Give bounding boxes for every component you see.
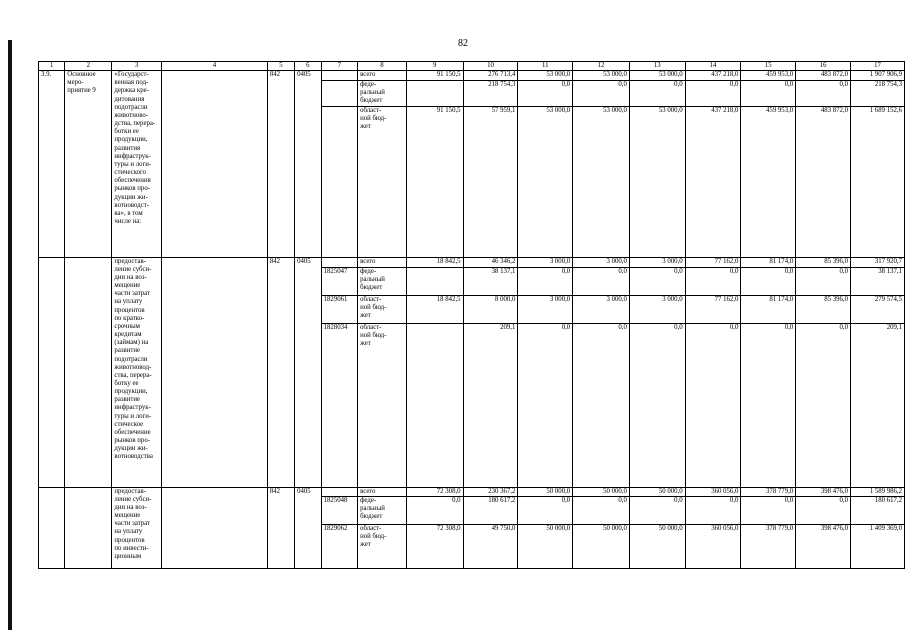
- cell-value: 3 000,0: [629, 257, 685, 267]
- cell-value: 360 056,0: [685, 524, 741, 568]
- cell-source: феде- ральный бюджет: [358, 496, 407, 524]
- cell-value: 18 842,5: [406, 295, 463, 323]
- cell-c3: предостав- ление субси- дии на воз- мещение части затрат на уплату процентов по инвести- ционным: [112, 487, 162, 568]
- cell-value: 91 150,5: [406, 71, 463, 81]
- column-number-4: 4: [162, 62, 268, 71]
- cell-c1: 3.9.: [39, 71, 65, 257]
- cell-value: 180 617,2: [463, 496, 518, 524]
- cell-c2: Основное меро- приятие 9: [65, 71, 112, 257]
- column-number-3: 3: [112, 62, 162, 71]
- cell-value: 0,0: [796, 81, 851, 106]
- cell-code: 1825048: [321, 496, 358, 524]
- cell-value: 0,0: [518, 496, 573, 524]
- cell-c6: 0405: [295, 487, 322, 568]
- cell-value: 50 000,0: [518, 487, 573, 496]
- column-number-11: 11: [518, 62, 573, 71]
- cell-value: 50 000,0: [573, 524, 630, 568]
- cell-value: 483 872,0: [796, 71, 851, 81]
- cell-value: 0,0: [629, 496, 685, 524]
- cell-value: 53 000,0: [573, 106, 630, 257]
- column-number-5: 5: [267, 62, 294, 71]
- cell-value: 378 779,0: [741, 487, 796, 496]
- cell-value: 0,0: [629, 323, 685, 487]
- cell-value: 0,0: [573, 496, 630, 524]
- cell-code: 1828034: [321, 323, 358, 487]
- cell-source: феде- ральный бюджет: [358, 267, 407, 295]
- table-row: [39, 257, 905, 267]
- cell-code: 1829062: [321, 524, 358, 568]
- cell-value: 53 000,0: [518, 71, 573, 81]
- cell-value: 1 689 152,6: [851, 106, 905, 257]
- table-row: [39, 487, 905, 496]
- column-number-9: 9: [406, 62, 463, 71]
- cell-c5: 842: [267, 257, 294, 487]
- cell-code: 1825047: [321, 267, 358, 295]
- cell-value: 378 779,0: [741, 524, 796, 568]
- cell-code: 1829061: [321, 295, 358, 323]
- cell-value: 1 589 986,2: [851, 487, 905, 496]
- cell-value: 230 367,2: [463, 487, 518, 496]
- cell-c1: [39, 487, 65, 568]
- cell-value: 218 754,3: [851, 81, 905, 106]
- cell-value: 1 907 906,9: [851, 71, 905, 81]
- cell-value: 209,1: [463, 323, 518, 487]
- cell-value: 38 137,1: [463, 267, 518, 295]
- cell-value: 0,0: [796, 496, 851, 524]
- column-number-15: 15: [741, 62, 796, 71]
- cell-source: област- ной бюд- жет: [358, 524, 407, 568]
- cell-value: 279 574,5: [851, 295, 905, 323]
- cell-value: 81 174,0: [741, 257, 796, 267]
- cell-c2: [65, 487, 112, 568]
- cell-code: [321, 257, 358, 267]
- cell-value: 0,0: [573, 81, 630, 106]
- column-number-10: 10: [463, 62, 518, 71]
- column-number-8: 8: [358, 62, 407, 71]
- cell-c3: «Государст- венная под- держка кре- дитования подотрасли животново- дства, перера- ботки ее продукции, развития инфраструк- туры и логи- стического обеспечения рынков про- дукции жи- вотноводст- ва», в том числе на:: [112, 71, 162, 257]
- cell-value: 0,0: [406, 496, 463, 524]
- cell-value: 53 000,0: [573, 71, 630, 81]
- cell-value: 317 920,7: [851, 257, 905, 267]
- cell-value: 46 346,2: [463, 257, 518, 267]
- cell-c6: 0405: [295, 257, 322, 487]
- cell-c2: [65, 257, 112, 487]
- cell-source: област- ной бюд- жет: [358, 323, 407, 487]
- cell-value: 3 000,0: [518, 295, 573, 323]
- column-number-row: [39, 62, 905, 71]
- cell-value: 0,0: [685, 496, 741, 524]
- cell-value: 81 174,0: [741, 295, 796, 323]
- cell-value: 50 000,0: [573, 487, 630, 496]
- cell-c3: предостав- ление субси- дии на воз- мещение части затрат на уплату процентов по кратко- срочным кредитам (займам) на развитие подотрасли животновод- ства, перера- ботку ее продукции, развитие инфраструк- туры и логи- стическое обеспечение рынков про- дукции жи- вотноводства: [112, 257, 162, 487]
- cell-value: 50 000,0: [629, 524, 685, 568]
- column-number-17: 17: [851, 62, 905, 71]
- cell-value: 72 308,0: [406, 524, 463, 568]
- cell-value: 18 842,5: [406, 257, 463, 267]
- cell-value: 0,0: [741, 496, 796, 524]
- cell-code: [321, 487, 358, 496]
- column-number-6: 6: [295, 62, 322, 71]
- cell-value: 0,0: [796, 267, 851, 295]
- cell-value: 77 162,0: [685, 257, 741, 267]
- cell-c4: [162, 257, 268, 487]
- cell-value: 209,1: [851, 323, 905, 487]
- column-number-14: 14: [685, 62, 741, 71]
- cell-value: 276 713,4: [463, 71, 518, 81]
- cell-value: 53 000,0: [629, 71, 685, 81]
- column-number-7: 7: [321, 62, 358, 71]
- column-number-12: 12: [573, 62, 630, 71]
- cell-value: 1 409 369,0: [851, 524, 905, 568]
- cell-value: 53 000,0: [518, 106, 573, 257]
- cell-value: 38 137,1: [851, 267, 905, 295]
- cell-c6: 0405: [295, 71, 322, 257]
- cell-value: [406, 323, 463, 487]
- cell-value: 0,0: [741, 267, 796, 295]
- cell-value: 180 617,2: [851, 496, 905, 524]
- cell-source: област- ной бюд- жет: [358, 295, 407, 323]
- cell-value: 360 056,0: [685, 487, 741, 496]
- cell-value: 85 396,0: [796, 295, 851, 323]
- cell-value: 49 750,0: [463, 524, 518, 568]
- budget-table: [38, 61, 905, 569]
- cell-value: 0,0: [518, 267, 573, 295]
- cell-value: 0,0: [518, 323, 573, 487]
- cell-value: 483 872,0: [796, 106, 851, 257]
- column-number-16: 16: [796, 62, 851, 71]
- cell-code: [321, 81, 358, 106]
- cell-value: 0,0: [573, 267, 630, 295]
- cell-c1: [39, 257, 65, 487]
- page-number: 82: [458, 38, 468, 49]
- cell-value: 0,0: [573, 323, 630, 487]
- cell-value: 53 000,0: [629, 106, 685, 257]
- cell-value: 437 218,0: [685, 71, 741, 81]
- cell-c5: 842: [267, 487, 294, 568]
- cell-value: 3 000,0: [518, 257, 573, 267]
- cell-value: 50 000,0: [518, 524, 573, 568]
- cell-value: [406, 267, 463, 295]
- cell-value: 3 000,0: [573, 257, 630, 267]
- cell-value: 0,0: [629, 267, 685, 295]
- cell-value: 0,0: [685, 323, 741, 487]
- cell-value: 0,0: [741, 81, 796, 106]
- cell-code: [321, 106, 358, 257]
- cell-value: 3 000,0: [573, 295, 630, 323]
- cell-value: 3 000,0: [629, 295, 685, 323]
- cell-value: 398 476,0: [796, 524, 851, 568]
- cell-value: 91 150,5: [406, 106, 463, 257]
- table-row: [39, 71, 905, 81]
- cell-value: 0,0: [685, 267, 741, 295]
- cell-value: 437 218,0: [685, 106, 741, 257]
- cell-value: 218 754,3: [463, 81, 518, 106]
- cell-value: 50 000,0: [629, 487, 685, 496]
- cell-value: 459 953,0: [741, 106, 796, 257]
- cell-value: 77 162,0: [685, 295, 741, 323]
- cell-source: всего: [358, 257, 407, 267]
- column-number-2: 2: [65, 62, 112, 71]
- cell-code: [321, 71, 358, 81]
- cell-value: 85 396,0: [796, 257, 851, 267]
- cell-value: [406, 81, 463, 106]
- cell-value: 72 308,0: [406, 487, 463, 496]
- cell-value: 459 953,0: [741, 71, 796, 81]
- cell-value: 0,0: [741, 323, 796, 487]
- cell-value: 57 959,1: [463, 106, 518, 257]
- page-left-border: [8, 40, 12, 630]
- cell-c4: [162, 487, 268, 568]
- cell-c4: [162, 71, 268, 257]
- cell-value: 0,0: [629, 81, 685, 106]
- cell-value: 0,0: [796, 323, 851, 487]
- cell-value: 0,0: [518, 81, 573, 106]
- cell-source: всего: [358, 487, 407, 496]
- cell-value: 0,0: [685, 81, 741, 106]
- column-number-1: 1: [39, 62, 65, 71]
- cell-source: област- ной бюд- жет: [358, 106, 407, 257]
- cell-value: 8 000,0: [463, 295, 518, 323]
- cell-c5: 842: [267, 71, 294, 257]
- column-number-13: 13: [629, 62, 685, 71]
- cell-value: 398 476,0: [796, 487, 851, 496]
- cell-source: феде- ральный бюджет: [358, 81, 407, 106]
- cell-source: всего: [358, 71, 407, 81]
